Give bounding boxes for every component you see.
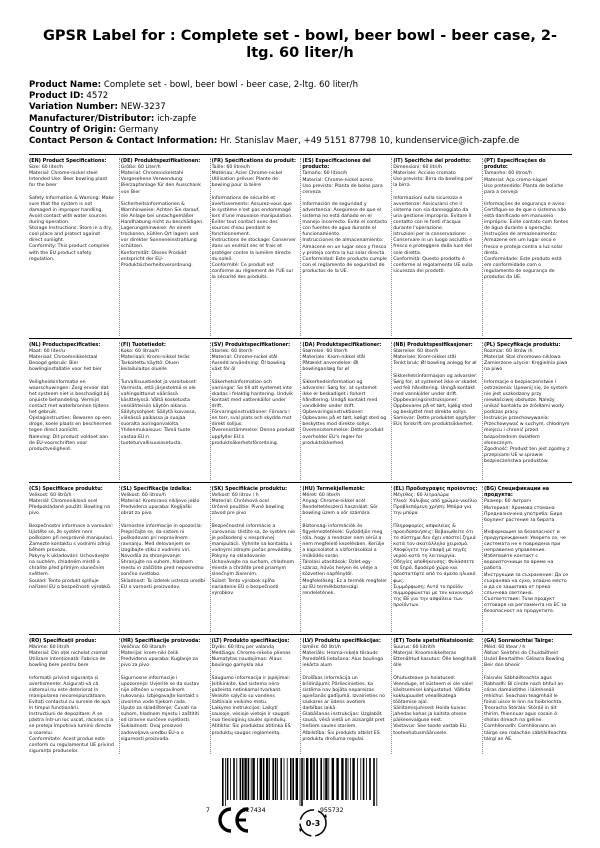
barcode-bar	[360, 758, 361, 800]
contact-row: Contact Person & Contact Information: Hr. Stanislav Maer, +49 5151 87798 10, kundenservice@ich-zapfe.de	[29, 136, 520, 147]
language-row-4	[29, 638, 574, 754]
barcode-bar	[306, 758, 308, 800]
barcode-bar	[222, 758, 224, 806]
barcode-bar	[310, 758, 312, 800]
barcode-bar	[336, 758, 338, 800]
barcode-bar	[366, 758, 367, 800]
barcode-bar	[251, 758, 252, 800]
barcode-bar	[277, 758, 278, 800]
language-row-1	[29, 158, 574, 336]
barcode-bar	[376, 758, 377, 806]
barcode-bar	[263, 758, 265, 800]
barcode-bar	[324, 758, 325, 800]
barcode-digits-left-group: 627434	[242, 806, 266, 814]
recycling-label: 0-3	[305, 819, 321, 828]
barcode-bar	[242, 758, 244, 800]
lang-col-bg: (BG) Спецификации на продукта: Размер: 60 литра/ч Материал: Хромова стомана Предназначена употреба: Бира боулинг растение за бирата Информация за безопасност и предупреждения: Уверете се, че системата не е повредена при неправилно управление. Избягвайте контакт с водоизточници по време на работа. Инструкции за съхранение: Да се съхранява на сухо, хладно място и да се защитава от пряка слънчева светлина. Съответствие: Този продукт отговаря на регламента на ЕС за безопасност на продуктите.	[483, 486, 569, 615]
lang-col-de: (DE) Produktspezifikationen: Größe: 60 Liter/h Material: Chromnickelstahl Vorgesehene Verwendung: Bierzapfanlage für den Ausschank von Bier Sicherheitsinformationen & Warnhinweise: Achten Sie darauf, die Anlage bei unsachgemäßer Handhabung nicht zu beschädigen. Lagerungshinweise: An einem trockenen, kühlen Ort lagern und vor direkter Sonneneinstrahlung schützen. Konformität: Dieses Produkt entspricht der EU-Produktsicherheitsverordnung.	[120, 158, 211, 336]
variation-number-row: Variation Number: NEW-3237	[29, 102, 166, 113]
barcode-bar	[236, 758, 237, 800]
page-title: GPSR Label for : Complete set - bowl, beer bowl - beer case, 2-ltg. 60 liter/h	[42, 28, 558, 61]
barcode-bar	[266, 758, 268, 800]
lang-col-hu: (HU) Termékjellemzők: Méret: 60 liter/h Anyag: Chrome-nikkel acél Rendeltetésszerű használat: Sör bowling üzem a sör számára Biztonsági információk és figyelmeztetések: Győződjön meg róla, hogy a rendszer nem sérül a nem megfelelő kezelésben. Kerülje a kapcsolatot a vízforrásokkal a működés során. Tárolási utasítások: Üzlet egy száraz, hűvös helyen és védje a közvetlen napfénytől. Megfelelőség: Ez a termék megfelel az EU termékbiztonsági rendeletének.	[301, 486, 392, 632]
lang-col-hr: (HR) Specifikacije proizvoda: Veličina: 60 litara/h Materijal: krom-nikl čelik Predviđena uporaba: Kuglanje za pivo za pivo Sigurnosne informacije i upozorenja: Uvjerite se da sustav nije oštećen u nepravilnom rukovanju. Izbjegavajte kontakt s izvorima vode tijekom rada. Upute za skladištenje: Čuvati na suhom, hladnom mjestu i zaštititi od izravne sunčeve svjetlosti. Sukladnost: Ovaj proizvod zadovoljava uredbu EU-a o sigurnosti proizvoda.	[120, 638, 211, 754]
barcode-bar	[290, 758, 292, 800]
lang-col-et: (ET) Toote spetsifikatsioonid: Suurus: 60 liitrit/h Materjal: Kroomnikkelteras Ettenähtud kasutus: Õlle keeglihalli õlle Ohutusteave ja hoiatused: Veenduge, et süsteem ei ole valel käsitsemisel kahjustatud. Vältida kokkupuudet veeallikatega töötamise ajal. Säilitamisjuhised: Hoida kuivas jahedas kohas ja kaitsta otsese päikesevalguse eest. Vastavus: See toode vastab ELi tooteohutusmäärusele.	[392, 638, 483, 754]
barcode-bar	[301, 758, 303, 806]
lang-col-sl: (SL) Specifikacije izdelka: Velikost: 60 litrov/h Material: Kromirano nikljevo jeklo Predvidena uporaba: Kegljaški obrat za pivo Varnostne informacije in opozorila: Prepričajte se, da sistem ni poškodovan pri nepravilnem ravnanju. Med delovanjem se izogibajte stiku z vodnimi viri. Navodila za shranjevanje: Shranjujte na suhem, hladnem mestu in zaščitite pred neposredno sončno svetlobo. Skladnost: Ta izdelek ustreza uredbi EU o varnosti proizvodov.	[120, 486, 211, 632]
barcode-bar	[230, 758, 231, 800]
lang-col-cs: (CS) Specifikace produktu: Velikost: 60 litrů/h Materiál: Chromeniklová ocel Předpokládané použití: Bowling na pivo Bezpečnostní informace a varování: Ujistěte se, že systém není poškozen při nesprávné manipulaci. Zamezte kontaktu s vodními zdroji během provozu. Pokyny k ukladování: Uchovávejte na suchém, chladném místě a chraňte před přímým slunečním světlem. Soulad: Tento produkt splňuje nařízení EU o bezpečnosti výrobků.	[29, 486, 120, 632]
product-info	[29, 80, 574, 147]
lang-col-fi: (FI) Tuotetiedot: Koko: 60 litraa/h Materiaali: Kromi-nikkel teräs Tarkoitettu käyttö: Oluen keilailulaitos oluelle Turvallisuustiedot ja varoitukset: Varmista, että järjestelmä ei ole vahingoittunut väärässä käsittelyssä. Vältä kosketusta vesilähteisiin käytön aikana. Säilytysohjeet: Säilytä kuivassa, viileässä paikassa ja suojaa suoralta auringonvalolta. Yhdenmukaisuus: Tämä tuote vastaa EU:n tuoteturvallisuusasetusta.	[120, 342, 211, 480]
lang-col-el: (EL) Προδιαγραφές προϊόντος: Μέγεθος: 60 λίτρα/ώρα Υλικό: Χάλυβας από χρώμιο-νικέλιο Προβλεπόμενη χρήση: Μπύρα για την μπύρα Πληροφορίες ασφαλείας & προειδοποιήσεις: Βεβαιωθείτε ότι το σύστημα δεν έχει υποστεί ζημιά κατά τον ακατάλληλο χειρισμό. Αποφύγετε την επαφή με πηγές νερού κατά τη λειτουργία. Οδηγίες αποθήκευσης: Φυλάσσετε σε ξηρό, δροσερό χώρο και προστατέψτε από το άμεσο ηλιακό φως. Συμμόρφωση: Αυτό το προϊόν συμμορφώνεται με τον κανονισμό της ΕΕ για την ασφάλεια των προϊόντων.	[392, 486, 483, 632]
barcode-bar	[257, 758, 258, 800]
barcode-bar	[328, 758, 329, 800]
barcode-bar	[227, 758, 229, 800]
product-name-row: Product Name: Complete set - bowl, beer bowl - beer case, 2-ltg. 60 liter/h	[29, 80, 359, 90]
barcode-bar	[252, 758, 254, 800]
barcode-bar	[225, 758, 226, 806]
barcode-bar	[296, 758, 298, 800]
lang-col-nb: (NB) Produktspesifikasjoner: Størrelse: 60 liter/h Materiale: Krom-nikkel stål Tenkt bruk: Øl bowling anlegg for øl Sikkerhetsinformasjon og advarsler: Sørg for, at systemet ikke er skadet ved feil håndtering. Unngå kontakt med vannkilder under drift. Oppbevaringsinstruksjoner: Oppbevares på et tørt, kjølig sted og beskyttet mot direkte sollys. Samsvar: Dette produktet oppfyller EUs forskrift om produktsikkerhet.	[392, 342, 483, 480]
barcode-bar	[373, 758, 375, 806]
barcode-bar	[363, 758, 365, 800]
barcode-bar	[280, 758, 282, 800]
barcode-bar	[304, 758, 305, 800]
barcode-bar	[332, 758, 334, 800]
lang-col-pt: (PT) Especificações do produto: Tamanho: 60 litros/h Material: Aço cromo-níquel Uso pretendido: Planta de boliche para a cerveja Informações de segurança e aviso: Certifique-se de que o sistema não está danificado em manuseio impróprio. Evite contato com fontes de água durante a operação. Instruções de armazenamento: Armazene em um lugar seco e fresco e proteja contra a luz solar direta. Conformidade: Este produto está em conformidade com o regulamento de segurança de produtos da UE.	[483, 158, 569, 280]
lang-col-lt: (LT) Produkto specifikacijos: Dydis: 60 litrų per valandą Medžiaga: Chromo-nikelio plienas Numatytas naudojimas: Alaus boulingo gamykla alui Saugumo informacija ir įspėjimai: Įsitikinkite, kad sistema nėra pažeista netinkamai tvarkant. Venkite sąlyčio su vandens šaltiniais veikimo metu. Laikymo instrukcijos: Laikyti sausoje, vėsioje vietoje ir saugoti nuo tiesioginių saulės spindulių. Atitiktis: Šis produktas atitinka ES produktų saugos reglamentą.	[211, 638, 302, 754]
barcode-bar	[272, 758, 274, 800]
barcode-bar	[240, 758, 242, 800]
lang-col-lv: (LV) Produktu specifikācijas: Izmērs: 60 litri/h Materiāls: Hroma-niķeļa tērauds Paredzētā lietošana: Alus boulinga iekārta alum Drošības informācija un brīdinājumi: Pārliecinieties, ka sistēma nav bojāta nepareizas apiešanās gadījumā. Izvairieties no saskares ar ūdens avotiem darbības laikā. Glabāšanas instrukcijas: Uzglabāt sausā, vēsā vietā un aizsargāt pret tiešiem saules stariem. Atbilstība: Šis produkts atbilst ES produktu drošuma regulai.	[301, 638, 392, 754]
lang-col-es: (ES) Especificaciones del producto: Tamaño: 60 litros/h Material: Chrome-nickel acero Uso previsto: Planta de bolos para cerveza Información de seguridad y advertencia: Asegúrese de que el sistema no está dañado en el manejo incorrecto. Evite el contacto con fuentes de agua durante el funcionamiento. Instrucciones de almacenamiento: Almacene en un lugar seco y fresco y proteja contra la luz solar directa. Conformidad: Este producto cumple con el reglamento de seguridad de productos de la UE.	[301, 158, 392, 336]
barcode-bar	[248, 758, 250, 800]
barcode-digits-right-group: 955732	[320, 806, 344, 814]
manufacturer-row: Manufacturer/Distributor: ich-zapfe	[29, 113, 197, 124]
product-id-row: Product ID: 4572	[29, 91, 109, 102]
barcode-bar	[300, 758, 301, 806]
divider	[29, 338, 572, 339]
barcode-bar	[348, 758, 349, 800]
lang-col-fr: (FR) Spécifications du produit: Taille: 60 litres/h Matériau: Acier Chrome-nickel Utilisation prévue: Plante de bowling pour la bière Informations de sécurité et avertissements: Assurez-vous que le système n'est pas endommagé lors d'une mauvaise manipulation. Éviter tout contact avec des sources d'eau pendant le fonctionnement. Instructions de stockage: Conserver dans un endroit sec et frais et protéger contre la lumière directe du soleil. Conformité: Ce produit est conforme au règlement de l'UE sur la sécurité des produits.	[211, 158, 302, 336]
barcode-bar	[369, 758, 371, 800]
lang-col-en: (EN) Product Specifications: Size: 60 liter/h Material: Chrome-nickel steel Intended Use: Beer bowling plant for the beer Safety Information & Warning: Make sure that the system is not damaged in improper handling. Avoid contact with water sources during operation. Storage Instructions: Store in a dry, cool place and protect against direct sunlight. Conformity: This product complies with the EU product safety regulation.	[29, 158, 120, 336]
ce-mark-icon	[216, 806, 250, 834]
barcode-digit-left: 7	[206, 806, 210, 814]
language-row-3	[29, 486, 574, 632]
barcode-bar	[313, 758, 315, 800]
lang-col-da: (DA) Produktspecifikationer: Størrelse: 60 liter/h Materiale: Krom-nikkel stål Påtænkt anvendelse: Øl bowlinganlæg for øl Sikkerhedsinformation og advarsler: Sørg for, at systemet ikke er beskadiget i forkert håndtering. Undgå kontakt med vandkilder under drift. Opbevaringsinstruktioner: Opbevares på et tørt, køligt sted og beskyttes mod direkte sollys. Overensstemmelse: Dette produkt overholder EU's regler for produktsikkerhed.	[301, 342, 392, 480]
lang-col-nl: (NL) Productspecificaties: Maat: 60 liter/u Materiaal: Chroomnikkelstaal Beoogd gebruik: Bier bowlinginstallatie voor het bier Veiligheidsinformatie en waarschuwingen: Zorg ervoor dat het systeem niet is beschadigd bij onjuiste behandeling. Vermijd contact met waterbronnen tijdens het gebruik. Opslaginstructies: Bewaren op een droge, koele plaats en beschermen tegen direct zonlicht. Naleving: Dit product voldoet aan de EU-voorschriften voor productveiligheid.	[29, 342, 120, 480]
barcode-bar	[357, 758, 358, 800]
barcode-bar	[341, 758, 343, 800]
barcode-bar	[352, 758, 354, 800]
barcode-bar	[284, 758, 285, 800]
lang-col-sv: (SV) Produktspecifikationer: Storlek: 60 liter/h Material: Chrome-nickel stål Avsedd användning: Öl bowling växt för öl Säkerhetsinformation och varningar: Se till att systemet inte skadas i felaktig hantering. Undvik kontakt med vattenkällor under drift. Förvaringsinstruktioner: Förvara i en torr, sval plats och skydda mot direkt solljus. Överensstämmelse: Denna produkt uppfyller EU:s produktsäkerhetsförordning.	[211, 342, 302, 480]
barcode-bar	[269, 758, 270, 800]
barcode-bar	[260, 758, 262, 800]
barcode-bar	[275, 758, 277, 800]
lang-col-pl: (PL) Specyfikacje produktu: Rozmiar: 60 litrów /h Materiał: Stal chromowo-niklowa Zamierzone użycie: Kręgielnia piwa na piwo Informacje o bezpieczeństwie i ostrzeżenia: Upewnij się, że system nie jest uszkodzony przy niewłaściwej obsłudze. Należy unikać kontaktu ze źródłami wody podczas pracy. Instrukcje przechowywania: Przechowywać w suchym, chłodnym miejscu i chronić przed bezpośrednim światłem słonecznym. Zgodność: Produkt ten jest zgodny z przepisami UE w sprawie bezpieczeństwa produktów.	[483, 342, 570, 464]
divider	[29, 154, 572, 155]
barcode-bar	[345, 758, 347, 800]
recycling-icon	[296, 806, 330, 840]
language-row-2	[29, 342, 574, 480]
barcode-bar	[244, 758, 246, 800]
lang-col-ro: (RO) Specificații produs: Mărime: 60 litri/h Material: Din oțel nichelat cromat Utilizare intenționată: Fabrica de bowling bere pentru bere Informații privind siguranța și avertismente: Asigurați-vă că sistemul nu este deteriorat în manipularea necorespunzătoare. Evitați contactul cu sursele de apă în timpul funcționării. Instrucțiuni de depozitare: A se păstra într-un loc uscat, răcoros și a se proteja împotriva luminii directe a soarelui. Conformitate: Acest produs este conform cu regulamentul UE privind siguranța produselor.	[29, 638, 120, 754]
lang-col-it: (IT) Specifiche del prodotto: Dimensioni: 60 litri/h Materiale: Acciaio cromato Uso previsto: Birra da bowling per la birra Informazioni sulla sicurezza e avvertenze: Assicurarsi che il sistema non sia danneggiato da una gestione impropria. Evitare il contatto con le fonti d'acqua durante l'operazione. Istruzioni per la conservazione: Conservare in un luogo asciutto e fresco e proteggere dalla luce del sole diretta. Conformità: Questo prodotto è conforme al regolamento UE sulla sicurezza dei prodotti.	[392, 158, 483, 336]
barcode-bar	[325, 758, 327, 800]
barcode-bar	[350, 758, 351, 800]
barcode-bar	[292, 758, 294, 800]
lang-col-sk: (SK) Špecifikácie produktu: Veľkosť: 60 litrov / h Materiál: Chrómová ocel Určené použitie: Pivné bowling závod pre pivo Bezpečnostné informácie a varovania: Uistite sa, že systém nie je poškodený v nesprávnej manipulácii. Vyhnite sa kontaktu s vodnými zdrojmi počas prevádzky. Pokyny na skladovanie: Uchovávajte na suchom, chladnom mieste a chráňte pred priamym slnečným žiarením. Súlad: Tento výrobok spĺňa nariadenie EÚ o bezpečnosti výrobkov.	[211, 486, 302, 632]
barcode-bar	[233, 758, 235, 800]
barcode-bar	[287, 758, 288, 800]
barcode-bar	[320, 758, 322, 800]
divider	[29, 482, 572, 483]
country-of-origin-row: Country of Origin: Germany	[29, 124, 159, 135]
ean-barcode	[218, 758, 382, 806]
barcode-bar	[316, 758, 318, 800]
lang-col-ga: (GA) Sonraíochtaí Táirge: Méid: 60 lítear / h Ábhar: Seirbhís do Chuidaitheirí Úsáid Beartaithe: Gléasra Bowling Beir don bheoir Faisnéis Sábháilteachta agus Rabhadh: Bí cinnte nach bhfuil an córas damáistithe i láimhseáil mhíchuí. Seachain teagmháil le foinsí uisce le linn na hoibríochta. Treoracha Stórála: Stóráil in áit thirim, fhionnuar agus cosain ó sholas díreach na gréine. Comhlíonadh: Comhlíonann an táirge seo rialachán sábháilteachta táirgí an AE.	[483, 638, 567, 742]
divider	[29, 634, 572, 635]
